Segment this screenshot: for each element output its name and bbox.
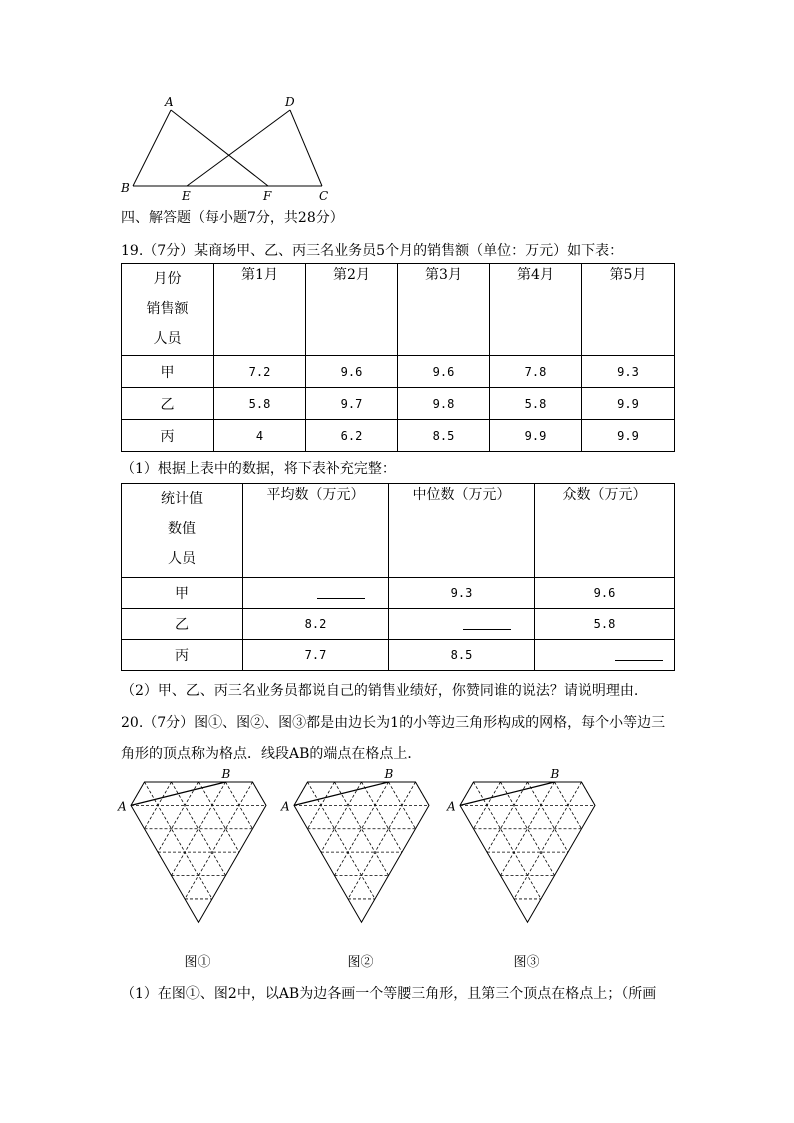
grid-lines bbox=[460, 782, 614, 922]
row-name: 甲 bbox=[122, 356, 214, 388]
q19-part1: （1）根据上表中的数据，将下表补充完整： bbox=[121, 461, 396, 477]
cell-value: 9.6 bbox=[306, 356, 398, 388]
cell-value: 9.8 bbox=[398, 388, 490, 420]
grid-figure-2 bbox=[278, 766, 448, 976]
label-f: F bbox=[263, 189, 272, 203]
point-a-label: A bbox=[281, 799, 290, 814]
table-row bbox=[122, 640, 675, 671]
cell-value: 9.3 bbox=[582, 356, 675, 388]
label-a: A bbox=[165, 95, 174, 109]
cell-value: 6.2 bbox=[306, 420, 398, 452]
point-b-label: B bbox=[384, 767, 394, 781]
point-a-label: A bbox=[447, 799, 456, 814]
cell-value: 7.7 bbox=[243, 640, 389, 671]
month-header: 第3月 bbox=[398, 264, 490, 356]
q20-intro-line2: 角形的顶点称为格点．线段AB的端点在格点上． bbox=[121, 746, 422, 762]
row-name: 甲 bbox=[122, 578, 243, 609]
cell-value: 9.6 bbox=[398, 356, 490, 388]
top-geometry-figure bbox=[112, 92, 352, 204]
col-header-mean: 平均数（万元） bbox=[243, 484, 389, 578]
statistics-table bbox=[121, 483, 675, 671]
cell-value: 5.8 bbox=[490, 388, 582, 420]
header-value: 数值 bbox=[168, 521, 196, 537]
cell-value: 9.6 bbox=[535, 578, 675, 609]
row-name: 乙 bbox=[122, 609, 243, 640]
cell-value: 9.9 bbox=[490, 420, 582, 452]
answer-blank-median[interactable] bbox=[389, 609, 535, 640]
cell-value: 9.9 bbox=[582, 388, 675, 420]
figure-caption: 图③ bbox=[513, 955, 540, 970]
cell-value: 7.8 bbox=[490, 356, 582, 388]
table-row bbox=[122, 609, 675, 640]
answer-blank-mode[interactable] bbox=[535, 640, 675, 671]
segment-ab bbox=[294, 782, 389, 805]
figure-caption: 图② bbox=[347, 955, 374, 970]
grid-lines bbox=[131, 782, 285, 922]
figure-caption: 图① bbox=[184, 955, 211, 970]
cell-value: 9.9 bbox=[582, 420, 675, 452]
month-header: 第5月 bbox=[582, 264, 675, 356]
label-e: E bbox=[182, 189, 191, 203]
header-person: 人员 bbox=[168, 551, 196, 567]
cell-value: 7.2 bbox=[214, 356, 306, 388]
point-b-label: B bbox=[221, 767, 231, 781]
segment-ab bbox=[460, 782, 555, 805]
label-c: C bbox=[319, 189, 329, 203]
table-row bbox=[122, 420, 675, 452]
cell-value: 8.2 bbox=[243, 609, 389, 640]
table1-header-diag bbox=[122, 264, 214, 356]
month-header: 第4月 bbox=[490, 264, 582, 356]
label-d: D bbox=[285, 95, 295, 109]
col-header-mode: 众数（万元） bbox=[535, 484, 675, 578]
row-name: 丙 bbox=[122, 640, 243, 671]
row-name: 乙 bbox=[122, 388, 214, 420]
point-a-label: A bbox=[118, 799, 127, 814]
cell-value: 9.7 bbox=[306, 388, 398, 420]
q19-part2: （2）甲、乙、丙三名业务员都说自己的销售业绩好，你赞同谁的说法？请说明理由. bbox=[121, 683, 639, 699]
table2-header-diag bbox=[122, 484, 243, 578]
point-b-label: B bbox=[550, 767, 560, 781]
header-month: 月份 bbox=[153, 271, 182, 287]
q20-intro-line1: 20.（7分）图①、图②、图③都是由边长为1的小等边三角形构成的网格，每个小等边三 bbox=[121, 715, 666, 731]
cell-value: 4 bbox=[214, 420, 306, 452]
cell-value: 8.5 bbox=[398, 420, 490, 452]
header-sales: 销售额 bbox=[146, 301, 189, 317]
answer-blank-mean[interactable] bbox=[243, 578, 389, 609]
table-row bbox=[122, 388, 675, 420]
month-header: 第1月 bbox=[214, 264, 306, 356]
header-stat: 统计值 bbox=[161, 491, 203, 507]
cell-value: 8.5 bbox=[389, 640, 535, 671]
table-row bbox=[122, 578, 675, 609]
grid-lines bbox=[294, 782, 448, 922]
table-row bbox=[122, 356, 675, 388]
q19-intro: 19.（7分）某商场甲、乙、丙三名业务员5个月的销售额（单位：万元）如下表： bbox=[121, 243, 624, 259]
sales-table bbox=[121, 263, 675, 452]
cell-value: 5.8 bbox=[535, 609, 675, 640]
row-name: 丙 bbox=[122, 420, 214, 452]
segment-ab bbox=[131, 782, 226, 805]
month-header: 第2月 bbox=[306, 264, 398, 356]
label-b: B bbox=[121, 181, 130, 195]
col-header-median: 中位数（万元） bbox=[389, 484, 535, 578]
q20-part1: （1）在图①、图2中，以AB为边各画一个等腰三角形，且第三个顶点在格点上；（所画 bbox=[121, 986, 657, 1002]
grid-figure-3 bbox=[444, 766, 614, 976]
cell-value: 9.3 bbox=[389, 578, 535, 609]
header-person: 人员 bbox=[153, 331, 182, 347]
grid-figure-1 bbox=[115, 766, 285, 976]
cell-value: 5.8 bbox=[214, 388, 306, 420]
section-title: 四、解答题（每小题7分，共28分） bbox=[121, 210, 344, 226]
